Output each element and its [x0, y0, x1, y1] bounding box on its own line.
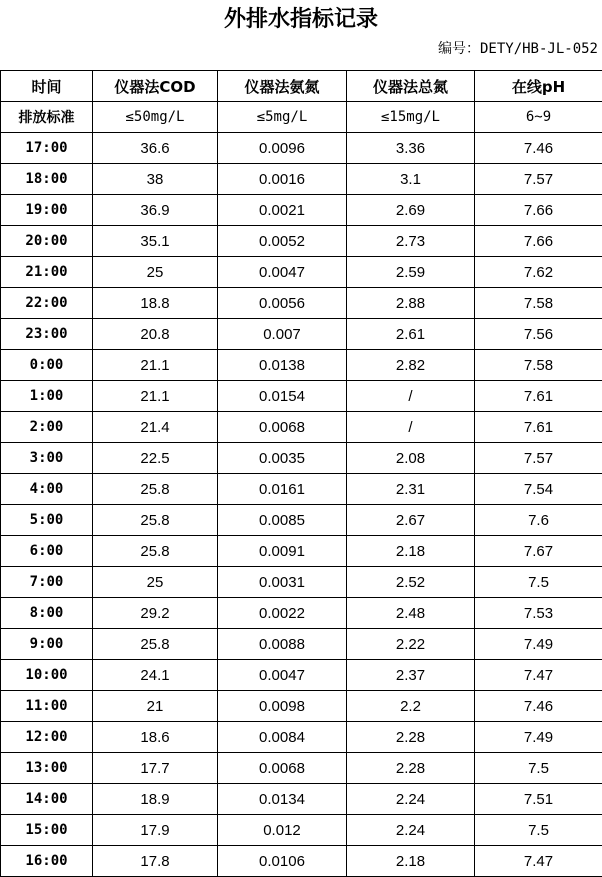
total-nitrogen-cell: 2.88: [347, 288, 475, 319]
ammonia-cell: 0.0016: [218, 164, 347, 195]
table-row: [1, 381, 602, 412]
standard-cod: ≤50mg/L: [93, 102, 218, 133]
ph-cell: 7.61: [475, 412, 602, 443]
total-nitrogen-cell: /: [347, 381, 475, 412]
cod-cell: 21: [93, 691, 218, 722]
total-nitrogen-cell: 2.08: [347, 443, 475, 474]
ammonia-cell: 0.0022: [218, 598, 347, 629]
time-cell: 16:00: [1, 846, 93, 877]
table-row: [1, 753, 602, 784]
cod-cell: 38: [93, 164, 218, 195]
discharge-table: [0, 70, 602, 877]
time-cell: 1:00: [1, 381, 93, 412]
time-cell: 20:00: [1, 226, 93, 257]
ammonia-cell: 0.0035: [218, 443, 347, 474]
time-cell: 17:00: [1, 133, 93, 164]
table-row: [1, 257, 602, 288]
time-cell: 8:00: [1, 598, 93, 629]
cod-cell: 25.8: [93, 629, 218, 660]
cod-cell: 21.4: [93, 412, 218, 443]
ph-cell: 7.67: [475, 536, 602, 567]
header-time: 时间: [1, 71, 93, 102]
cod-cell: 21.1: [93, 350, 218, 381]
ph-cell: 7.49: [475, 722, 602, 753]
total-nitrogen-cell: 3.1: [347, 164, 475, 195]
ammonia-cell: 0.012: [218, 815, 347, 846]
time-cell: 4:00: [1, 474, 93, 505]
ammonia-cell: 0.0047: [218, 660, 347, 691]
ph-cell: 7.58: [475, 350, 602, 381]
ammonia-cell: 0.0047: [218, 257, 347, 288]
ph-cell: 7.57: [475, 443, 602, 474]
table-row: [1, 133, 602, 164]
ph-cell: 7.46: [475, 133, 602, 164]
cod-cell: 25: [93, 567, 218, 598]
total-nitrogen-cell: 2.18: [347, 846, 475, 877]
ph-cell: 7.62: [475, 257, 602, 288]
ammonia-cell: 0.0084: [218, 722, 347, 753]
cod-cell: 36.9: [93, 195, 218, 226]
table-row: [1, 784, 602, 815]
header-total-nitrogen: 仪器法总氮: [347, 71, 475, 102]
standard-ph: 6~9: [475, 102, 602, 133]
ph-cell: 7.47: [475, 660, 602, 691]
table-row: [1, 195, 602, 226]
time-cell: 18:00: [1, 164, 93, 195]
header-ammonia: 仪器法氨氮: [218, 71, 347, 102]
ph-cell: 7.5: [475, 567, 602, 598]
time-cell: 7:00: [1, 567, 93, 598]
time-cell: 2:00: [1, 412, 93, 443]
cod-cell: 25.8: [93, 474, 218, 505]
ph-cell: 7.66: [475, 226, 602, 257]
table-row: [1, 164, 602, 195]
ammonia-cell: 0.0021: [218, 195, 347, 226]
ammonia-cell: 0.0096: [218, 133, 347, 164]
total-nitrogen-cell: 2.61: [347, 319, 475, 350]
ph-cell: 7.46: [475, 691, 602, 722]
table-row: [1, 567, 602, 598]
ammonia-cell: 0.0161: [218, 474, 347, 505]
ph-cell: 7.5: [475, 815, 602, 846]
cod-cell: 17.9: [93, 815, 218, 846]
cod-cell: 18.8: [93, 288, 218, 319]
ph-cell: 7.56: [475, 319, 602, 350]
ph-cell: 7.57: [475, 164, 602, 195]
total-nitrogen-cell: 2.67: [347, 505, 475, 536]
cod-cell: 36.6: [93, 133, 218, 164]
time-cell: 5:00: [1, 505, 93, 536]
table-row: [1, 598, 602, 629]
ammonia-cell: 0.0085: [218, 505, 347, 536]
ph-cell: 7.6: [475, 505, 602, 536]
total-nitrogen-cell: 2.82: [347, 350, 475, 381]
ammonia-cell: 0.0056: [218, 288, 347, 319]
standard-total-nitrogen: ≤15mg/L: [347, 102, 475, 133]
total-nitrogen-cell: 2.69: [347, 195, 475, 226]
header-cod: 仪器法COD: [93, 71, 218, 102]
time-cell: 21:00: [1, 257, 93, 288]
total-nitrogen-cell: 2.73: [347, 226, 475, 257]
ph-cell: 7.54: [475, 474, 602, 505]
total-nitrogen-cell: 2.37: [347, 660, 475, 691]
cod-cell: 25.8: [93, 536, 218, 567]
standard-ammonia: ≤5mg/L: [218, 102, 347, 133]
ph-cell: 7.49: [475, 629, 602, 660]
time-cell: 19:00: [1, 195, 93, 226]
total-nitrogen-cell: 2.48: [347, 598, 475, 629]
time-cell: 23:00: [1, 319, 93, 350]
time-cell: 15:00: [1, 815, 93, 846]
time-cell: 10:00: [1, 660, 93, 691]
time-cell: 14:00: [1, 784, 93, 815]
ammonia-cell: 0.007: [218, 319, 347, 350]
cod-cell: 18.6: [93, 722, 218, 753]
ammonia-cell: 0.0106: [218, 846, 347, 877]
total-nitrogen-cell: 2.24: [347, 784, 475, 815]
ammonia-cell: 0.0138: [218, 350, 347, 381]
cod-cell: 22.5: [93, 443, 218, 474]
cod-cell: 35.1: [93, 226, 218, 257]
total-nitrogen-cell: 2.2: [347, 691, 475, 722]
table-row: [1, 629, 602, 660]
document-code: 编号：DETY/HB-JL-052: [438, 36, 598, 62]
document-title: 外排水指标记录: [0, 0, 602, 40]
total-nitrogen-cell: 2.59: [347, 257, 475, 288]
cod-cell: 25.8: [93, 505, 218, 536]
ammonia-cell: 0.0068: [218, 412, 347, 443]
cod-cell: 29.2: [93, 598, 218, 629]
ph-cell: 7.53: [475, 598, 602, 629]
cod-cell: 20.8: [93, 319, 218, 350]
table-row: [1, 815, 602, 846]
cod-cell: 24.1: [93, 660, 218, 691]
ph-cell: 7.61: [475, 381, 602, 412]
cod-cell: 21.1: [93, 381, 218, 412]
ammonia-cell: 0.0134: [218, 784, 347, 815]
cod-cell: 17.8: [93, 846, 218, 877]
time-cell: 0:00: [1, 350, 93, 381]
table-row: [1, 412, 602, 443]
table-row: [1, 536, 602, 567]
table-row: [1, 350, 602, 381]
total-nitrogen-cell: 2.52: [347, 567, 475, 598]
table-row: [1, 660, 602, 691]
ammonia-cell: 0.0088: [218, 629, 347, 660]
ammonia-cell: 0.0052: [218, 226, 347, 257]
header-ph: 在线pH: [475, 71, 602, 102]
time-cell: 9:00: [1, 629, 93, 660]
ph-cell: 7.51: [475, 784, 602, 815]
total-nitrogen-cell: 2.22: [347, 629, 475, 660]
time-cell: 12:00: [1, 722, 93, 753]
table-row: [1, 288, 602, 319]
cod-cell: 25: [93, 257, 218, 288]
time-cell: 13:00: [1, 753, 93, 784]
ammonia-cell: 0.0154: [218, 381, 347, 412]
ammonia-cell: 0.0068: [218, 753, 347, 784]
time-cell: 22:00: [1, 288, 93, 319]
standard-row: [1, 102, 602, 133]
table-row: [1, 846, 602, 877]
ph-cell: 7.58: [475, 288, 602, 319]
ph-cell: 7.5: [475, 753, 602, 784]
total-nitrogen-cell: 2.28: [347, 722, 475, 753]
header-row: [1, 71, 602, 102]
table-row: [1, 443, 602, 474]
ammonia-cell: 0.0031: [218, 567, 347, 598]
cod-cell: 18.9: [93, 784, 218, 815]
total-nitrogen-cell: 2.24: [347, 815, 475, 846]
table-row: [1, 691, 602, 722]
ammonia-cell: 0.0091: [218, 536, 347, 567]
total-nitrogen-cell: 2.31: [347, 474, 475, 505]
total-nitrogen-cell: 3.36: [347, 133, 475, 164]
total-nitrogen-cell: 2.28: [347, 753, 475, 784]
ammonia-cell: 0.0098: [218, 691, 347, 722]
cod-cell: 17.7: [93, 753, 218, 784]
table-row: [1, 505, 602, 536]
time-cell: 6:00: [1, 536, 93, 567]
table-row: [1, 226, 602, 257]
table-row: [1, 474, 602, 505]
total-nitrogen-cell: 2.18: [347, 536, 475, 567]
ph-cell: 7.47: [475, 846, 602, 877]
ph-cell: 7.66: [475, 195, 602, 226]
total-nitrogen-cell: /: [347, 412, 475, 443]
table-row: [1, 319, 602, 350]
time-cell: 3:00: [1, 443, 93, 474]
standard-label: 排放标准: [1, 102, 93, 133]
table-row: [1, 722, 602, 753]
time-cell: 11:00: [1, 691, 93, 722]
